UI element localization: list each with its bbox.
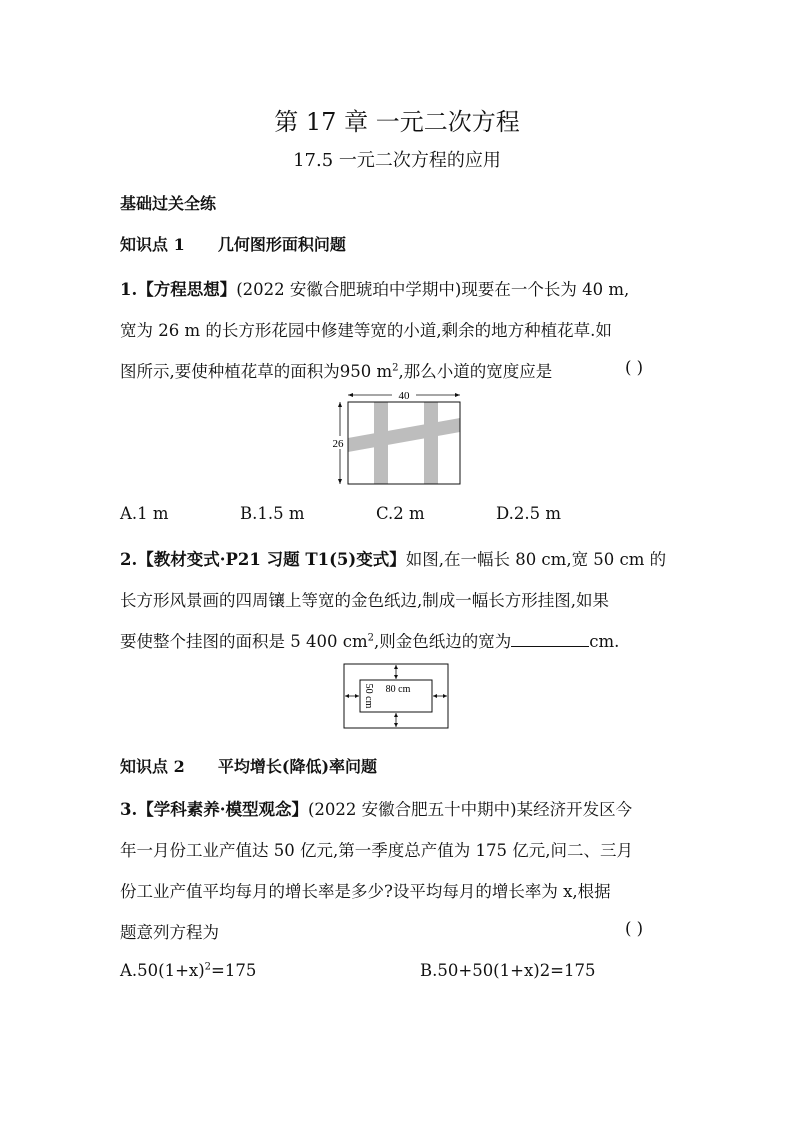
q3-line-4: 题意列方程为 — [120, 923, 219, 942]
q1-text-1: (2022 安徽合肥琥珀中学期中)现要在一个长为 40 m, — [236, 280, 630, 299]
q2-text-3b: ,则金色纸边的宽为 — [374, 632, 512, 651]
q2-frame-figure — [342, 662, 450, 730]
q3-answer-paren: ( ) — [625, 919, 644, 938]
knowledge-point-1 — [120, 232, 346, 255]
q1-line-3 — [120, 358, 552, 382]
width-label: 50 cm — [363, 683, 374, 709]
q1-text-3a: 图所示,要使种植花草的面积为950 m — [120, 362, 393, 381]
q2-text-3c: cm. — [589, 632, 620, 651]
q3-number: 3. — [120, 800, 138, 819]
kp1-title: 几何图形面积问题 — [217, 235, 346, 254]
q3-text-1: (2022 安徽合肥五十中期中)某经济开发区今 — [307, 800, 633, 819]
q3-line-2: 年一月份工业产值达 50 亿元,第一季度总产值为 175 亿元,问二、三月 — [120, 841, 633, 860]
q2-answer-blank — [511, 632, 589, 647]
q2-number: 2. — [120, 550, 138, 569]
q2-line-2: 长方形风景画的四周镶上等宽的金色纸边,制成一幅长方形挂图,如果 — [120, 591, 609, 610]
q3-tag: 【学科素养·模型观念】 — [137, 800, 308, 819]
q1-option-d: D.2.5 m — [496, 504, 562, 523]
section-title: 17.5 一元二次方程的应用 — [293, 150, 501, 171]
q3-option-a-text: A.50(1+x) — [120, 961, 205, 980]
q2-line-1 — [120, 546, 666, 570]
kp2-title: 平均增长(降低)率问题 — [217, 757, 378, 776]
q2-superscript: 2 — [367, 632, 374, 644]
q1-answer-paren: ( ) — [625, 358, 644, 377]
q1-garden-figure — [326, 388, 466, 486]
q2-tag: 【教材变式·P21 习题 T1(5)变式】 — [137, 550, 406, 569]
arrow-top — [338, 402, 342, 407]
q3-option-a-sup: 2 — [204, 961, 212, 973]
q1-option-b: B.1.5 m — [240, 504, 305, 523]
q1-option-a: A.1 m — [120, 504, 169, 523]
length-label: 80 cm — [385, 684, 411, 695]
q1-number: 1. — [120, 280, 138, 299]
q2-text-3a: 要使整个挂图的面积是 5 400 cm — [120, 632, 368, 651]
q2-line-3 — [120, 628, 619, 652]
q1-text-3b: ,那么小道的宽度应是 — [398, 362, 553, 381]
width-label: 40 — [398, 390, 410, 402]
arrow-bottom — [338, 479, 342, 484]
q1-line-2: 宽为 26 m 的长方形花园中修建等宽的小道,剩余的地方种植花草.如 — [120, 321, 612, 340]
height-label: 26 — [332, 438, 344, 450]
q3-option-a-tail: =175 — [211, 961, 257, 980]
practice-heading: 基础过关全练 — [120, 194, 217, 213]
arrow-left — [348, 393, 353, 397]
q1-tag: 【方程思想】 — [137, 280, 237, 299]
arrow-right — [455, 393, 460, 397]
q1-superscript: 2 — [392, 362, 399, 374]
kp1-label: 知识点 1 — [120, 235, 185, 254]
knowledge-point-2 — [120, 754, 377, 777]
q3-option-b: B.50+50(1+x)2=175 — [420, 961, 596, 980]
q3-line-3: 份工业产值平均每月的增长率是多少?设平均每月的增长率为 x,根据 — [120, 882, 611, 901]
vertical-path-1 — [374, 402, 388, 484]
q1-line-1 — [120, 276, 629, 300]
q2-text-1: 如图,在一幅长 80 cm,宽 50 cm 的 — [405, 550, 667, 569]
q1-option-c: C.2 m — [376, 504, 425, 523]
vertical-path-2 — [424, 402, 438, 484]
q3-line-1 — [120, 796, 632, 820]
q3-option-a — [120, 961, 256, 980]
kp2-label: 知识点 2 — [120, 757, 185, 776]
chapter-title: 第 17 章 一元二次方程 — [274, 108, 520, 136]
